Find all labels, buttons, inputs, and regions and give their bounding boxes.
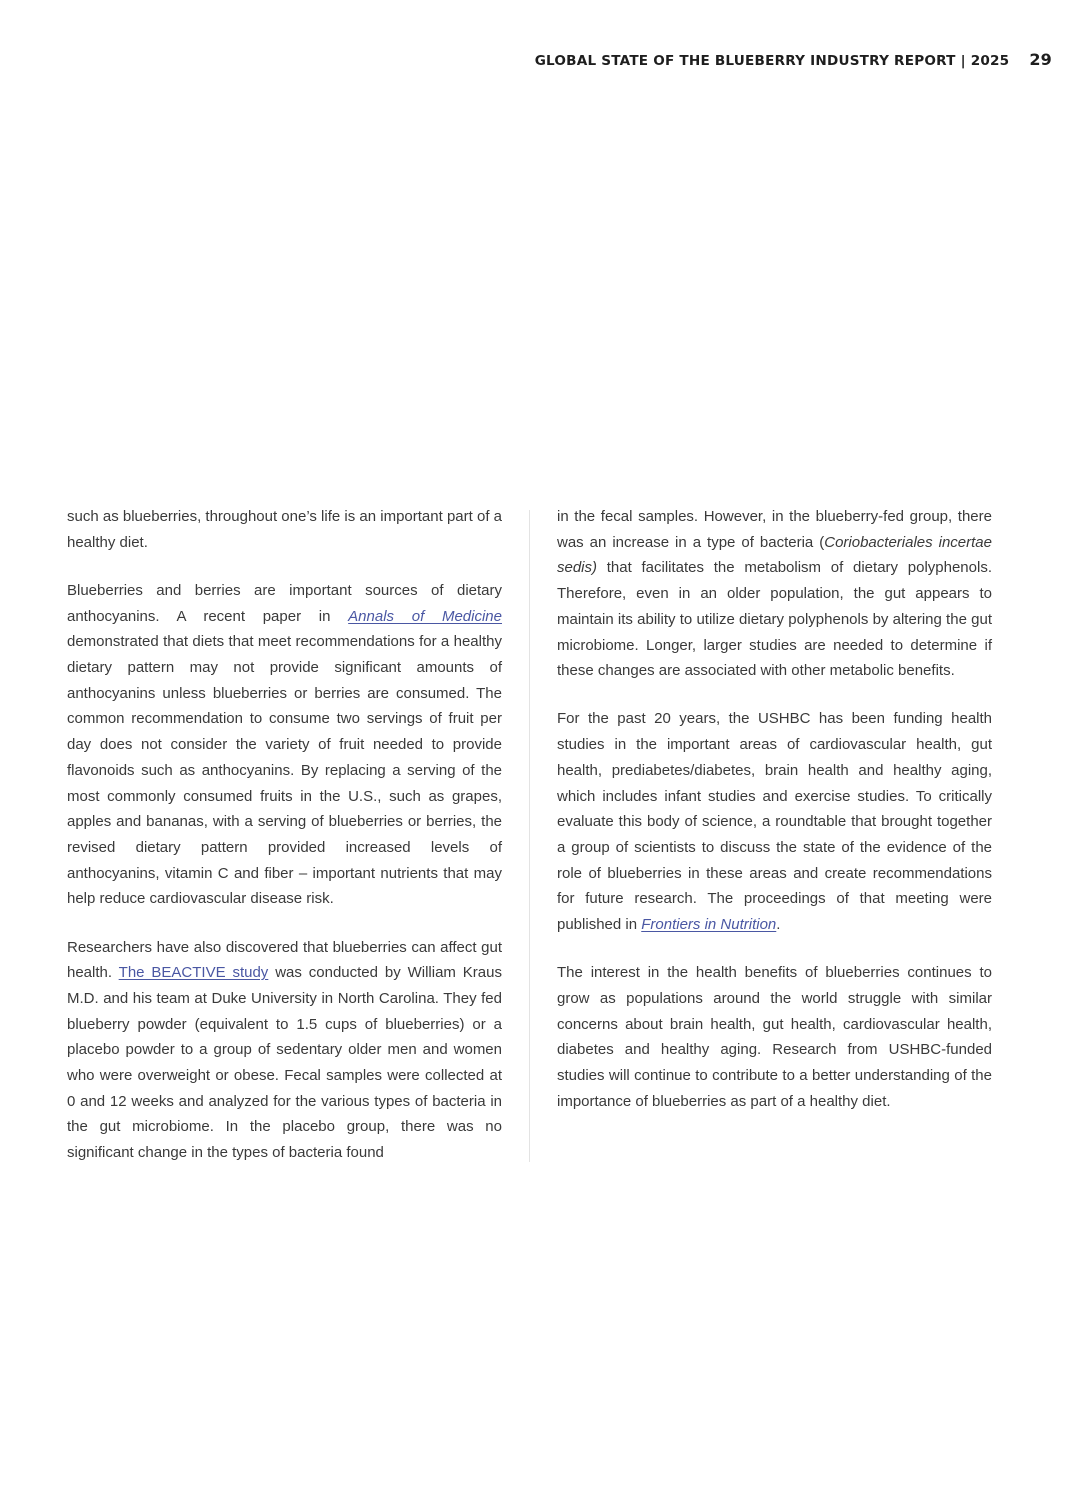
right-paragraph-2 [557,706,992,937]
right-column [557,504,992,1137]
right-paragraph-3 [557,960,992,1114]
right-p3-text: The interest in the health benefits of blueberries continues to grow as populations around the world struggle with similar concerns about brain health, gut health, cardiovascular health, diabetes and healthy aging. Research from USHBC-funded studies will continue to contribute to a better understanding of the importance of blueberries as part of a healthy diet. [557,964,992,1110]
report-title: GLOBAL STATE OF THE BLUEBERRY INDUSTRY REPORT | 2025 [534,53,1010,69]
left-p2-text-after: demonstrated that diets that meet recommendations for a healthy dietary pattern may not provide significant amounts of anthocyanins unless blueberries or berries are consumed. The common recommendation to consume two servings of fruit per day does not consider the variety of fruit needed to provide flavonoids such as anthocyanins. By replacing a serving of the most commonly consumed fruits in the U.S., such as grapes, apples and bananas, with a serving of blueberries or berries, the revised dietary pattern provided increased levels of anthocyanins, vitamin C and fiber – important nutrients that may help reduce cardiovascular disease risk. [67,633,502,908]
left-p1-text: such as blueberries, throughout one’s life is an important part of a healthy diet. [67,508,502,551]
left-paragraph-1 [67,504,502,555]
left-p2-text-before: Blueberries and berries are important sources of dietary anthocyanins. A recent paper in [67,581,502,625]
annals-of-medicine-link[interactable]: Annals of Medicine [348,607,502,625]
left-column [67,504,502,1188]
left-p3-text-after: was conducted by William Kraus M.D. and his team at Duke University in North Carolina. They fed blueberry powder (equivalent to 1.5 cups of blueberries) or a placebo powder to a group of sedentary older men and women who were overweight or obese. Fecal samples were collected at 0 and 12 weeks and analyzed for the various types of bacteria in the gut microbiome. In the placebo group, there was no significant change in the types of bacteria found [67,964,502,1162]
beactive-study-link[interactable]: The BEACTIVE study [118,964,269,982]
left-paragraph-2 [67,578,502,912]
left-paragraph-3 [67,935,502,1166]
right-p2-text-after: . [776,916,781,934]
column-divider [529,510,530,1162]
right-p2-text-before: For the past 20 years, the USHBC has been funding health studies in the important areas of cardiovascular health, gut health, prediabetes/diabetes, brain health and healthy aging, which includes infant studies and exercise studies. To critically evaluate this body of science, a roundtable that brought together a group of scientists to discuss the state of the evidence of the role of blueberries in these areas and create recommendations for future research. The proceedings of that meeting were published in [557,710,992,934]
right-p1-text-after: that facilitates the metabolism of dietary polyphenols. Therefore, even in an older population, the gut appears to maintain its ability to utilize dietary polyphenols by altering the gut microbiome. Longer, larger studies are needed to determine if these changes are associated with other metabolic benefits. [557,559,992,680]
left-p3-text-before: Researchers have also discovered that blueberries can affect gut health. [67,938,502,982]
running-header [535,50,1052,69]
right-p1-text-before: in the fecal samples. However, in the blueberry-fed group, there was an increase in a type of bacteria ( [557,508,992,551]
page-number: 29 [1029,50,1052,69]
right-paragraph-1 [557,504,992,684]
bacteria-name: Coriobacteriales incertae sedis) [557,533,992,577]
frontiers-in-nutrition-link[interactable]: Frontiers in Nutrition [641,916,777,934]
